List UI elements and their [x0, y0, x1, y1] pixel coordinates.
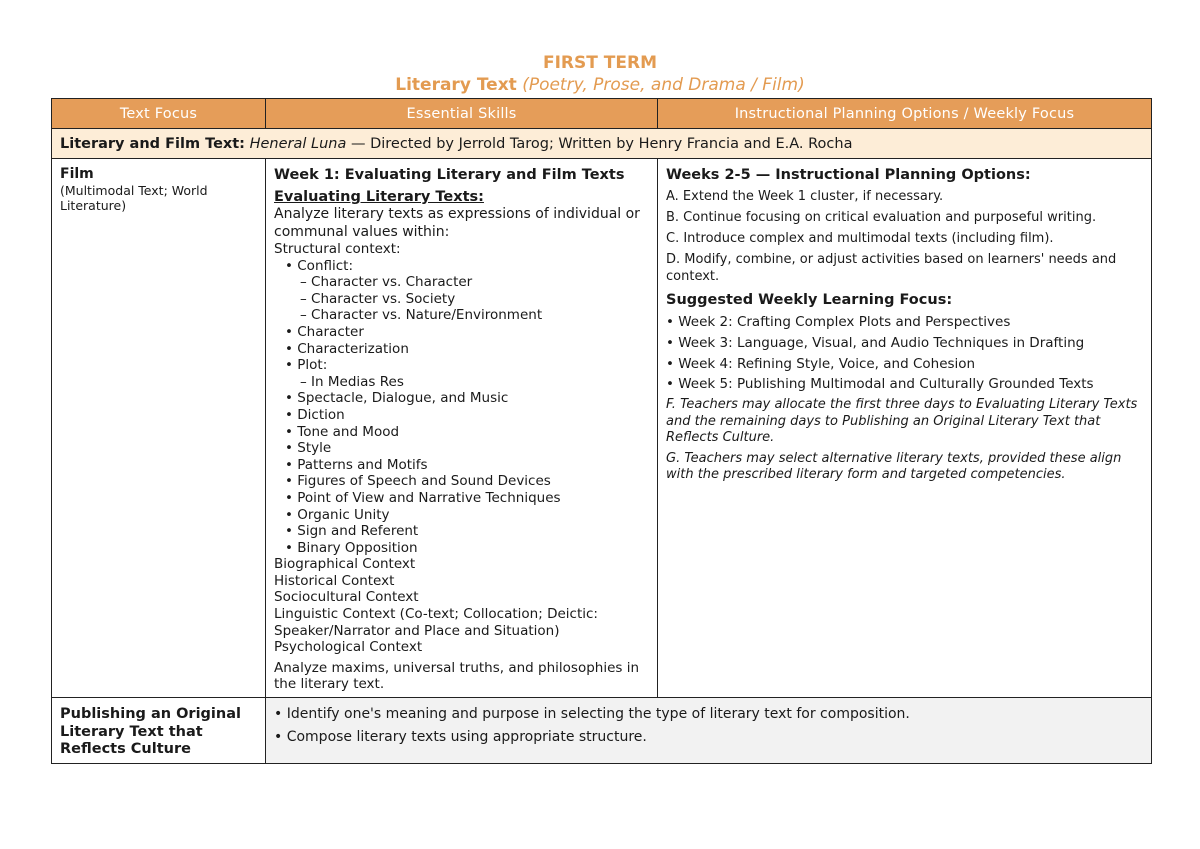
skill-line: • Diction — [285, 406, 345, 423]
planning-option: B. Continue focusing on critical evaluation and purposeful writing. — [666, 210, 1097, 225]
planning-option: C. Introduce complex and multimodal texts (including film). — [666, 231, 1054, 246]
skill-line: Speaker/Narrator and Place and Situation) — [274, 622, 560, 639]
literary-text-cell — [52, 129, 1152, 159]
skills-closing: Analyze maxims, universal truths, and philosophies in the literary text. — [274, 659, 640, 693]
skill-line: • Tone and Mood — [285, 423, 400, 440]
header-row — [52, 99, 1152, 129]
skill-line: • Figures of Speech and Sound Devices — [285, 473, 551, 490]
notes-list — [666, 397, 1145, 484]
skills-intro: Analyze literary texts as expressions of individual or communal values within: — [274, 206, 640, 240]
skill-line: • Character — [285, 323, 364, 340]
skill-line: Psychological Context — [274, 639, 423, 656]
skill-line: – Character vs. Character — [300, 274, 473, 291]
publishing-label: Publishing an Original Literary Text that Reflects Culture — [52, 698, 266, 764]
focus-item: • Week 5: Publishing Multimodal and Culturally Grounded Texts — [666, 376, 1094, 393]
planning-cell — [658, 159, 1152, 698]
term-title: FIRST TERM — [542, 53, 657, 73]
skill-line: Biographical Context — [274, 556, 416, 573]
skills-list — [274, 241, 651, 656]
literary-text-label: Literary and Film Text: — [60, 135, 245, 152]
planning-note: G. Teachers may select alternative literary texts, provided these align with the prescribed literary form and targeted competencies. — [666, 450, 1122, 483]
publishing-bullets-cell — [266, 698, 1152, 764]
focus-item: • Week 3: Language, Visual, and Audio Techniques in Drafting — [666, 334, 1085, 351]
skill-line: • Plot: — [285, 357, 328, 374]
text-focus-sub: (Multimodal Text; World Literature) — [60, 182, 208, 213]
header-essential-skills: Essential Skills — [266, 99, 658, 129]
skill-line: Structural context: — [274, 241, 401, 257]
literary-work-title: Heneral Luna — [249, 135, 347, 152]
planning-option: A. Extend the Week 1 cluster, if necessary. — [666, 189, 944, 204]
subject-title — [0, 74, 1200, 96]
publishing-bullet: • Compose literary texts using appropriate structure. — [274, 728, 647, 745]
skill-line: Sociocultural Context — [274, 589, 419, 606]
header-text-focus: Text Focus — [52, 99, 266, 129]
skill-line: • Style — [285, 440, 332, 457]
options-list — [666, 189, 1145, 285]
planning-option: D. Modify, combine, or adjust activities based on learners' needs and context. — [666, 252, 1117, 284]
skill-line: Historical Context — [274, 572, 395, 589]
publishing-list — [274, 706, 1145, 746]
skill-line: – In Medias Res — [300, 373, 404, 390]
planning-note: F. Teachers may allocate the first three days to Evaluating Literary Texts and the remaining days to Publishing an Original Literary Text that Reflects Culture. — [666, 397, 1138, 446]
skill-line: • Characterization — [285, 340, 409, 357]
film-row — [52, 159, 1152, 698]
skill-line: – Character vs. Nature/Environment — [300, 307, 543, 324]
planning-title: Weeks 2-5 — Instructional Planning Options: — [666, 167, 1031, 183]
skill-line: • Organic Unity — [285, 506, 390, 523]
essential-skills-cell — [266, 159, 658, 698]
subject-sub: (Poetry, Prose, and Drama / Film) — [522, 75, 805, 95]
header-planning-options: Instructional Planning Options / Weekly Focus — [658, 99, 1152, 129]
publishing-bullet: • Identify one's meaning and purpose in selecting the type of literary text for composition. — [274, 706, 910, 723]
focus-list — [666, 314, 1145, 393]
title-block — [0, 52, 1200, 96]
literary-work-credit: — Directed by Jerrold Tarog; Written by Henry Francia and E.A. Rocha — [346, 135, 853, 152]
focus-item: • Week 4: Refining Style, Voice, and Cohesion — [666, 355, 976, 372]
skill-line: • Point of View and Narrative Techniques — [285, 489, 561, 506]
skill-line: • Conflict: — [285, 257, 354, 274]
text-focus-label: Film — [60, 166, 94, 182]
skill-line: – Character vs. Society — [300, 290, 456, 307]
skill-line: Linguistic Context (Co-text; Collocation; Deictic: — [274, 606, 598, 623]
focus-title: Suggested Weekly Learning Focus: — [666, 292, 953, 308]
week-title: Week 1: Evaluating Literary and Film Texts — [274, 167, 625, 183]
skill-line: • Sign and Referent — [285, 523, 419, 540]
section-title: Evaluating Literary Texts: — [274, 189, 484, 205]
literary-text-row — [52, 129, 1152, 159]
skill-line: • Spectacle, Dialogue, and Music — [285, 390, 509, 407]
focus-item: • Week 2: Crafting Complex Plots and Perspectives — [666, 314, 1011, 330]
skill-line: • Binary Opposition — [285, 539, 418, 556]
subject-main: Literary Text — [395, 75, 517, 95]
publishing-row — [52, 698, 1152, 764]
skill-line: • Patterns and Motifs — [285, 456, 428, 473]
text-focus-cell — [52, 159, 266, 698]
curriculum-table — [51, 98, 1152, 764]
